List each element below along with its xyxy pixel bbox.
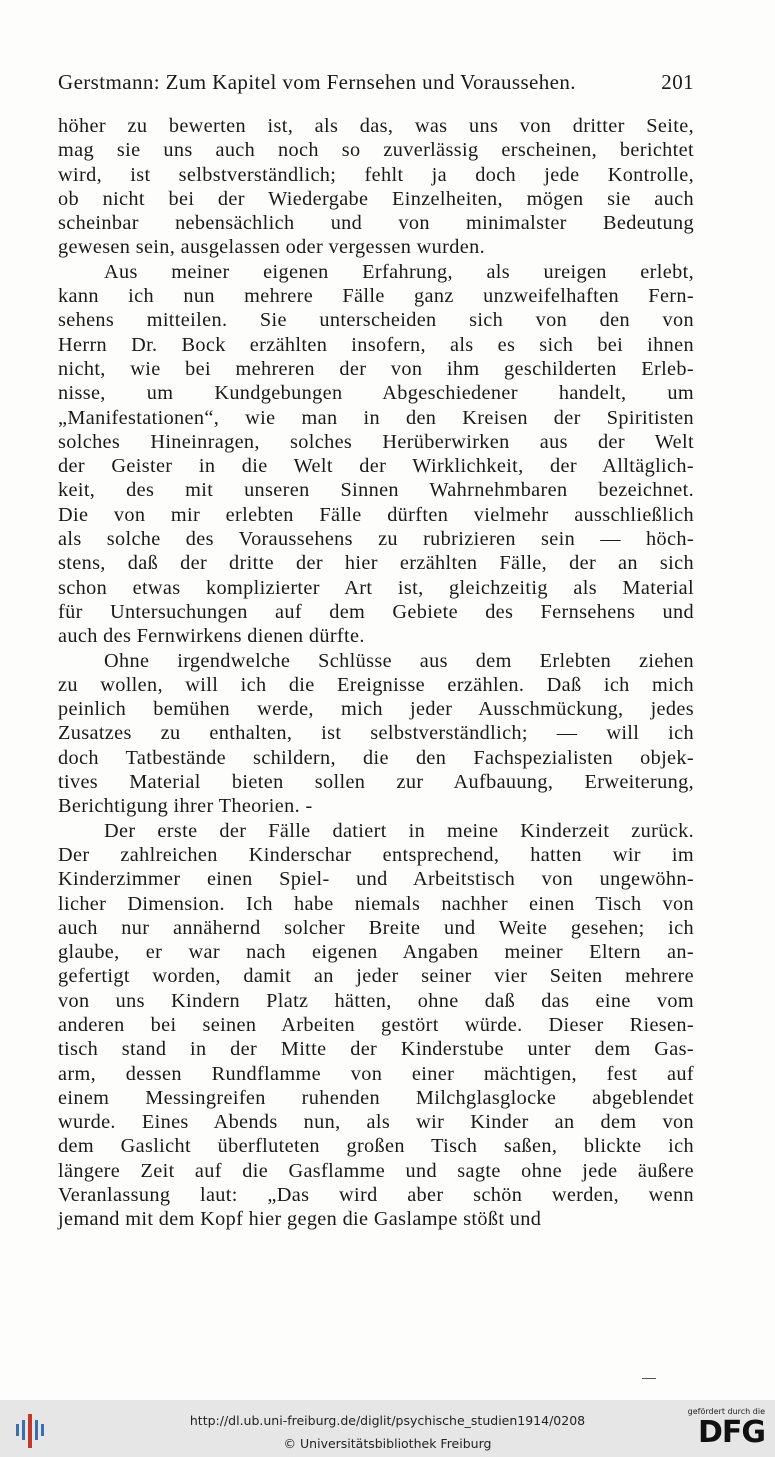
text-line-content: Herrn Dr. Bock erzählten insofern, als es sich bei ihnen bbox=[58, 333, 694, 356]
text-line-content: wurde. Eines Abends nun, als wir Kinder an dem von bbox=[58, 1111, 694, 1134]
text-line bbox=[58, 1037, 694, 1061]
text-line-content: nisse, um Kundgebungen Abgeschiedener handelt, um bbox=[58, 382, 694, 405]
text-line bbox=[58, 746, 694, 770]
text-line bbox=[58, 576, 694, 600]
text-line bbox=[58, 892, 694, 916]
text-line-content: „Manifestationen“, wie man in den Kreisen der Spiritisten bbox=[58, 406, 694, 429]
text-line bbox=[58, 478, 694, 502]
text-line-content: stens, daß der dritte der hier erzählten Fälle, der an sich bbox=[58, 552, 694, 575]
text-line-content: Der erste der Fälle datiert in meine Kinderzeit zurück. bbox=[104, 819, 694, 842]
text-line bbox=[58, 1013, 694, 1037]
text-line-content: Kinderzimmer einen Spiel- und Arbeitstisch von ungewöhn- bbox=[58, 868, 694, 891]
text-line-content: schon etwas komplizierter Art ist, gleichzeitig als Material bbox=[58, 576, 694, 599]
viewer-footer bbox=[0, 1400, 775, 1457]
dfg-caption: gefördert durch die bbox=[687, 1407, 765, 1416]
text-line bbox=[58, 1110, 694, 1134]
text-line bbox=[58, 138, 694, 162]
text-line-content: solches Hineinragen, solches Herüberwirken aus der Welt bbox=[58, 430, 694, 453]
text-line-content: von uns Kindern Platz hätten, ohne daß das eine vom bbox=[58, 989, 694, 1012]
text-line-content: peinlich bemühen werde, mich jeder Ausschmückung, jedes bbox=[58, 698, 694, 721]
text-line-content: glaube, er war nach eigenen Angaben meiner Eltern an- bbox=[58, 941, 694, 964]
text-line bbox=[58, 357, 694, 381]
text-line-content: anderen bei seinen Arbeiten gestört würde. Dieser Riesen- bbox=[58, 1013, 694, 1036]
text-line bbox=[58, 1062, 694, 1086]
text-line-content: auch des Fernwirkens dienen dürfte. bbox=[58, 625, 365, 648]
text-line bbox=[58, 114, 694, 138]
text-line bbox=[58, 1207, 694, 1231]
text-line bbox=[58, 819, 694, 843]
text-line bbox=[58, 1183, 694, 1207]
text-line bbox=[58, 406, 694, 430]
text-line-content: gefertigt worden, damit an jeder seiner vier Seiten mehrere bbox=[58, 965, 694, 988]
text-line bbox=[58, 673, 694, 697]
text-line-content: tives Material bieten sollen zur Aufbauung, Erweiterung, bbox=[58, 771, 694, 794]
text-line-content: Die von mir erlebten Fälle dürften vielmehr ausschließlich bbox=[58, 503, 694, 526]
text-line bbox=[58, 721, 694, 745]
running-title: Gerstmann: Zum Kapitel vom Fernsehen und Voraussehen. bbox=[58, 70, 576, 94]
text-line-content: als solche des Voraussehens zu rubrizieren sein — höch- bbox=[58, 528, 694, 551]
text-line-content: für Untersuchungen auf dem Gebiete des Fernsehens und bbox=[58, 600, 694, 623]
text-line-content: keit, des mit unseren Sinnen Wahrnehmbaren bezeichnet. bbox=[58, 479, 694, 502]
text-line bbox=[58, 964, 694, 988]
text-line bbox=[58, 235, 694, 259]
text-line-content: der Geister in die Welt der Wirklichkeit, der Alltäglich- bbox=[58, 455, 694, 478]
text-line bbox=[58, 333, 694, 357]
body-text bbox=[58, 114, 694, 1232]
text-line-content: auch nur annähernd solcher Breite und Weite gesehen; ich bbox=[58, 916, 694, 939]
text-line bbox=[58, 770, 694, 794]
text-line-content: Zusatzes zu enthalten, ist selbstverständlich; — will ich bbox=[58, 722, 694, 745]
text-line bbox=[58, 989, 694, 1013]
text-line bbox=[58, 527, 694, 551]
text-line bbox=[58, 867, 694, 891]
text-line-content: dem Gaslicht überfluteten großen Tisch saßen, blickte ich bbox=[58, 1135, 694, 1158]
text-line-content: gewesen sein, ausgelassen oder vergessen wurden. bbox=[58, 236, 485, 259]
text-line bbox=[58, 1134, 694, 1158]
text-line bbox=[58, 551, 694, 575]
text-line bbox=[58, 697, 694, 721]
page-number: 201 bbox=[661, 70, 694, 94]
text-line bbox=[58, 1086, 694, 1110]
text-line bbox=[58, 600, 694, 624]
text-line bbox=[58, 1159, 694, 1183]
text-line-content: Berichtigung ihrer Theorien. - bbox=[58, 795, 313, 818]
text-line bbox=[58, 503, 694, 527]
text-line bbox=[58, 916, 694, 940]
text-line-content: doch Tatbestände schildern, die den Fachspezialisten objek- bbox=[58, 746, 694, 769]
running-header bbox=[58, 70, 694, 96]
text-line-content: Der zahlreichen Kinderschar entsprechend, hatten wir im bbox=[58, 843, 694, 866]
text-line bbox=[58, 430, 694, 454]
text-line-content: längere Zeit auf die Gasflamme und sagte ohne jede äußere bbox=[58, 1159, 694, 1182]
text-line-content: einem Messingreifen ruhenden Milchglasglocke abgeblendet bbox=[58, 1086, 694, 1109]
text-line-content: scheinbar nebensächlich und von minimalster Bedeutung bbox=[58, 212, 694, 235]
text-line bbox=[58, 308, 694, 332]
text-line-content: arm, dessen Rundflamme von einer mächtigen, fest auf bbox=[58, 1062, 694, 1085]
text-line bbox=[58, 794, 694, 818]
text-line-content: Ohne irgendwelche Schlüsse aus dem Erlebten ziehen bbox=[104, 649, 694, 672]
text-line bbox=[58, 843, 694, 867]
text-line bbox=[58, 163, 694, 187]
text-line bbox=[58, 260, 694, 284]
text-line bbox=[58, 454, 694, 478]
text-line-content: zu wollen, will ich die Ereignisse erzählen. Daß ich mich bbox=[58, 673, 694, 696]
text-line bbox=[58, 284, 694, 308]
text-line bbox=[58, 940, 694, 964]
text-line bbox=[58, 211, 694, 235]
dfg-logo: DFG bbox=[697, 1415, 765, 1450]
text-line-content: licher Dimension. Ich habe niemals nachher einen Tisch von bbox=[58, 892, 694, 915]
text-line-content: ob nicht bei der Wiedergabe Einzelheiten, mögen sie auch bbox=[58, 187, 694, 210]
text-line-content: nicht, wie bei mehreren der von ihm geschilderten Erleb- bbox=[58, 357, 694, 380]
text-line-content: mag sie uns auch noch so zuverlässig erscheinen, berichtet bbox=[58, 139, 694, 162]
text-line bbox=[58, 649, 694, 673]
text-line-content: wird, ist selbstverständlich; fehlt ja doch jede Kontrolle, bbox=[58, 163, 694, 186]
text-line bbox=[58, 624, 694, 648]
text-line bbox=[58, 187, 694, 211]
text-line-content: tisch stand in der Mitte der Kinderstube unter dem Gas- bbox=[58, 1038, 694, 1061]
copyright-notice: © Universitätsbibliothek Freiburg bbox=[283, 1436, 492, 1451]
text-line-content: kann ich nun mehrere Fälle ganz unzweifelhaften Fern- bbox=[58, 285, 694, 308]
text-line-content: Aus meiner eigenen Erfahrung, als ureigen erlebt, bbox=[104, 260, 694, 283]
text-line-content: höher zu bewerten ist, als das, was uns von dritter Seite, bbox=[58, 115, 694, 137]
text-line-content: jemand mit dem Kopf hier gegen die Gaslampe stößt und bbox=[58, 1208, 542, 1231]
text-line-content: Veranlassung laut: „Das wird aber schön werden, wenn bbox=[58, 1184, 694, 1207]
source-url-link[interactable]: http://dl.ub.uni-freiburg.de/diglit/psychische_studien1914/0208 bbox=[189, 1413, 586, 1428]
stray-mark bbox=[642, 1378, 656, 1379]
text-line bbox=[58, 381, 694, 405]
text-line-content: sehens mitteilen. Sie unterscheiden sich von den von bbox=[58, 309, 694, 332]
